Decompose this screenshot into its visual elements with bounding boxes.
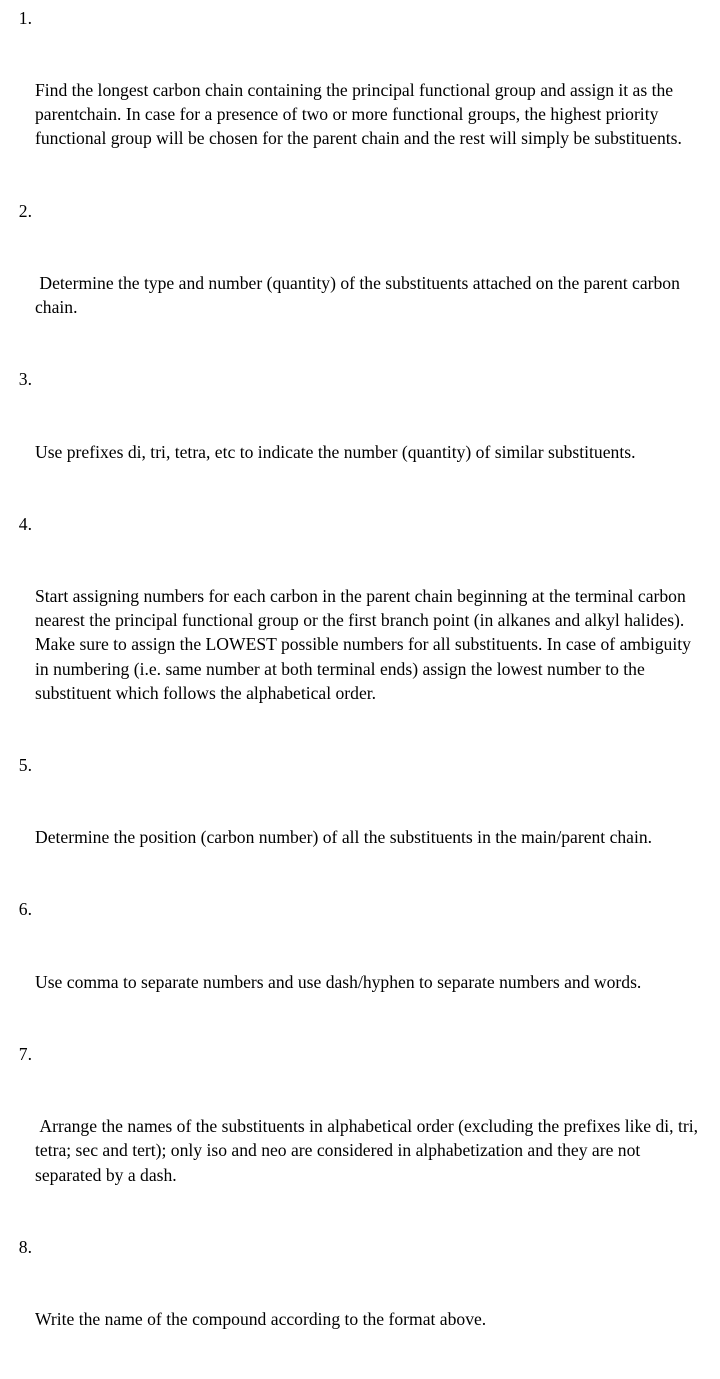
rule-item-3 <box>6 367 700 512</box>
rule-text: Write the name of the compound according to the format above. <box>35 1309 487 1330</box>
rule-text: Use prefixes di, tri, tetra, etc to indicate the number (quantity) of similar substituents. <box>35 441 636 462</box>
rule-number: 2. <box>18 200 32 221</box>
rule-number: 1. <box>18 8 32 28</box>
nomenclature-rules-list <box>6 6 703 1379</box>
rule-number: 7. <box>18 1044 32 1065</box>
rule-item-8 <box>6 1235 700 1379</box>
rule-text: Find the longest carbon chain containing the principal functional group and assign it as the parentchain. In case for a presence of two or more functional groups, the highest priority functional group will be chosen for the parent chain and the rest will simply be substituents. <box>35 80 682 149</box>
rule-number: 8. <box>18 1236 32 1257</box>
rule-text: Use comma to separate numbers and use dash/hyphen to separate numbers and words. <box>35 971 642 992</box>
rule-item-2 <box>6 199 700 368</box>
rule-number: 5. <box>18 754 32 775</box>
rule-item-1 <box>6 6 700 199</box>
rule-item-4 <box>6 512 700 753</box>
rule-number: 4. <box>18 513 32 534</box>
rule-text: Determine the type and number (quantity) of the substituents attached on the parent carbon chain. <box>35 273 685 318</box>
rule-item-5 <box>6 753 700 898</box>
rule-number: 6. <box>18 899 32 920</box>
rule-text: Determine the position (carbon number) of all the substituents in the main/parent chain. <box>35 827 653 848</box>
rule-number: 3. <box>18 369 32 390</box>
rule-item-7 <box>6 1042 703 1235</box>
rule-item-6 <box>6 897 700 1042</box>
rule-text: Start assigning numbers for each carbon in the parent chain beginning at the terminal carbon nearest the principal functional group or the first branch point (in alkanes and alkyl halides). Make sure to assign the LOWEST possible numbers for all substituents. In case of ambiguity in numbering (i.e. same number at both terminal ends) assign the lowest number to the substituent which follows the alphabetical order. <box>35 586 696 703</box>
rule-text: Arrange the names of the substituents in alphabetical order (excluding the prefixes like di, tri, tetra; sec and tert); only iso and neo are considered in alphabetization and they are not separated by a dash. <box>35 1116 703 1185</box>
